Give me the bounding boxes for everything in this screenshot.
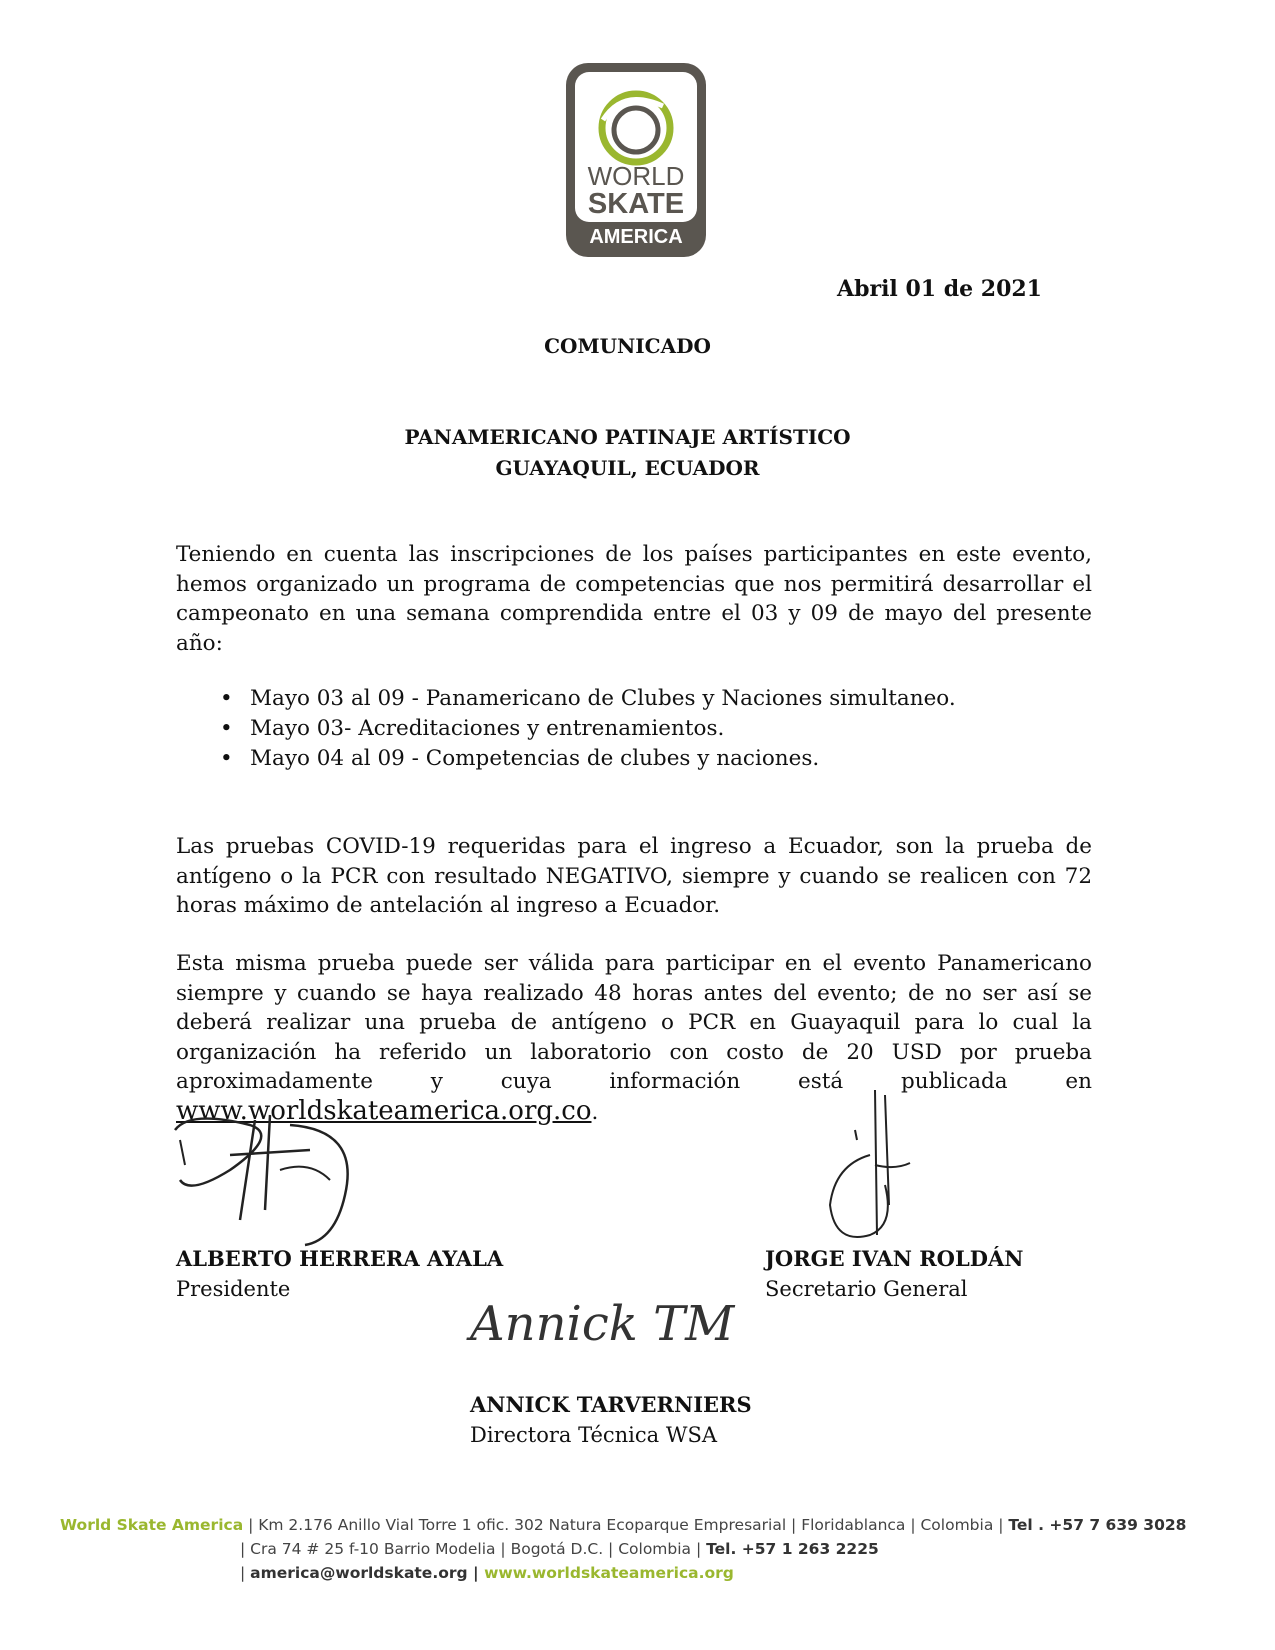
signatory-secretary [765,1244,1023,1304]
intro-paragraph: Teniendo en cuenta las inscripciones de los países participantes en este evento, hemos organizado un programa de competencias que nos permitirá desarrollar el campeonato en una semana comprendida entre el 03 y 09 de mayo del presente año: [176,542,1092,656]
event-title [0,422,1265,484]
footer-phone-1: Tel . +57 7 639 3028 [1008,1516,1187,1534]
test-validity-text: Esta misma prueba puede ser válida para participar en el evento Panamericano siempre y cuando se haya realizado 48 horas antes del evento; de no ser así se deberá realizar una prueba de antígeno o PCR en Guayaquil para lo cual la organización ha referido un laboratorio con costo de 20 USD por prueba aproximadamente y cuya información está publicada en [176,951,1092,1094]
footer-email[interactable]: america@worldskate.org [250,1564,468,1582]
logo-word-world: WORLD [587,161,685,191]
schedule-list [220,684,956,774]
signatory-role: Secretario General [765,1277,968,1301]
footer-address-2: | Cra 74 # 25 f-10 Barrio Modelia | Bogotá D.C. | Colombia | [240,1540,707,1558]
event-title-line-1: PANAMERICANO PATINAJE ARTÍSTICO [404,425,851,449]
signatory-name: ANNICK TARVERNIERS [470,1392,752,1417]
footer-separator: | [240,1564,251,1582]
signature-scribble-3 [470,1285,735,1355]
logo-graphic [563,60,709,260]
footer-separator-2: | [467,1564,485,1582]
footer-address-1: | Km 2.176 Anillo Vial Torre 1 ofic. 302 Natura Ecoparque Empresarial | Floridablanca | Colombia | [243,1516,1009,1534]
logo-word-skate: SKATE [587,188,685,220]
footer-website[interactable]: www.worldskateamerica.org [484,1564,734,1582]
page-footer [60,1513,1240,1585]
signatory-name: ALBERTO HERRERA AYALA [176,1246,504,1271]
world-skate-america-logo [563,60,709,260]
footer-phone-2: Tel. +57 1 263 2225 [706,1540,879,1558]
signatory-technical-director [470,1390,752,1450]
signatory-name: JORGE IVAN ROLDÁN [765,1246,1024,1271]
logo-word-america: AMERICA [589,226,683,248]
signatory-role: Presidente [176,1277,291,1301]
list-item: • Mayo 04 al 09 - Competencias de clubes y naciones. [250,744,956,774]
signatory-role: Directora Técnica WSA [470,1423,717,1447]
list-item: • Mayo 03 al 09 - Panamericano de Clubes y Naciones simultaneo. [250,684,956,714]
website-link[interactable]: www.worldskateamerica.org.co [176,1095,592,1126]
document-date: Abril 01 de 2021 [837,276,1042,302]
event-title-line-2: GUAYAQUIL, ECUADOR [495,456,760,480]
list-item: • Mayo 03- Acreditaciones y entrenamientos. [250,714,956,744]
covid-paragraph: Las pruebas COVID-19 requeridas para el ingreso a Ecuador, son la prueba de antígeno o la PCR con resultado NEGATIVO, siempre y cuando se realicen con 72 horas máximo de antelación al ingreso a Ecuador. [176,834,1092,918]
paragraph-end: . [591,1099,599,1125]
footer-org-name: World Skate America [60,1516,244,1534]
document-heading: COMUNICADO [544,334,711,358]
test-validity-paragraph [176,949,1092,1127]
handwritten-signature: Annick TM [470,1296,735,1352]
signatory-president [176,1244,503,1304]
